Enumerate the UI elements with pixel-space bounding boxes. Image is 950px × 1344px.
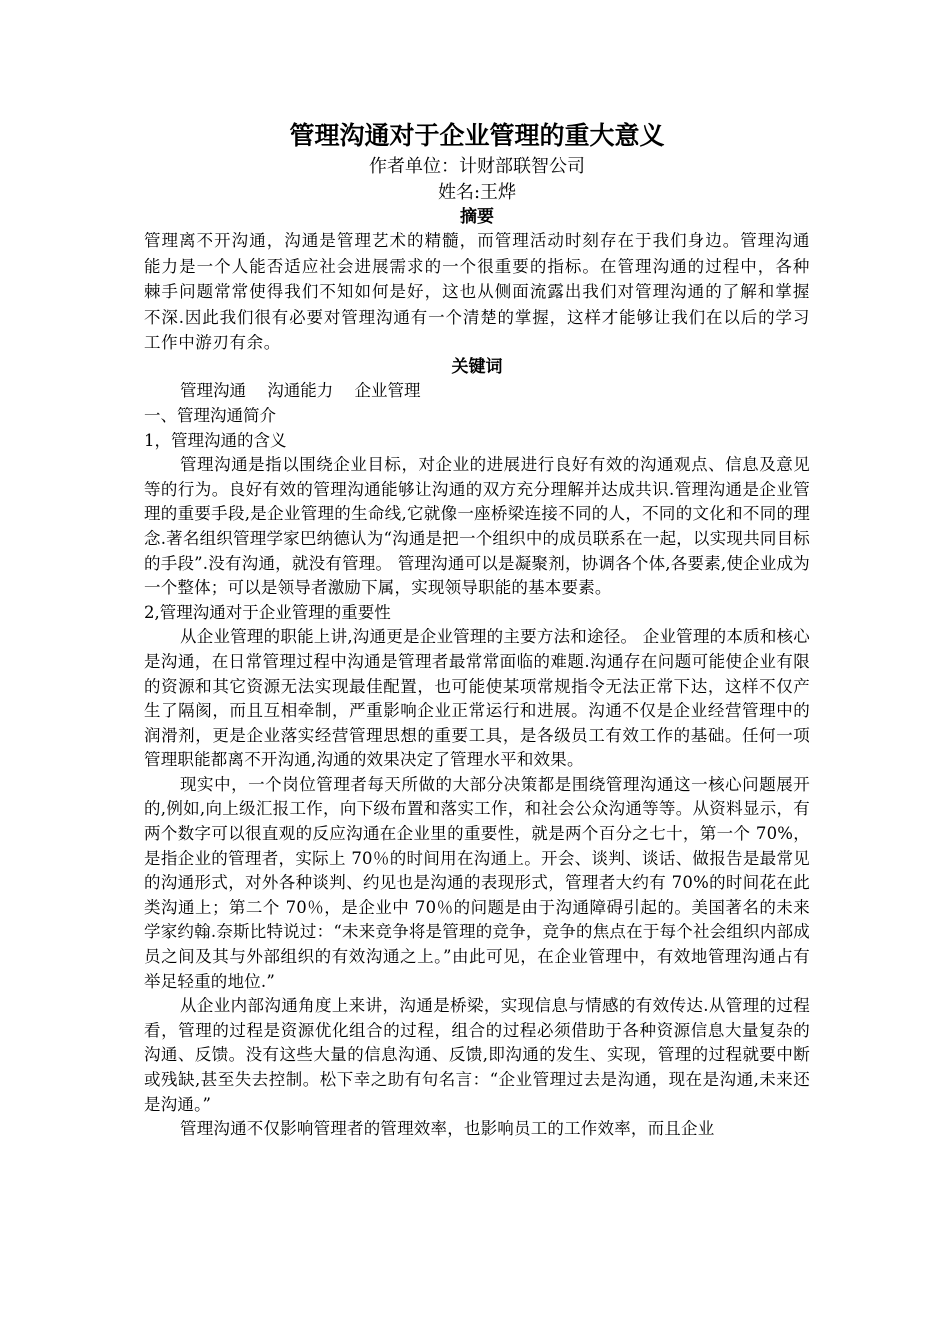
abstract-text: 管理离不开沟通，沟通是管理艺术的精髓，而管理活动时刻存在于我们身边。管理沟通能力是一个人能否适应社会进展需求的一个很重要的指标。在管理沟通的过程中，各种棘手问题常常使得我们不知如何是好，这也从侧面流露出我们对管理沟通的了解和掌握不深.因此我们很有必要对管理沟通有一个清楚的掌握，这样才能够让我们在以后的学习工作中游刃有余。	[144, 231, 810, 353]
paragraph-4: 从企业内部沟通角度上来讲，沟通是桥梁，实现信息与情感的有效传达.从管理的过程看，管理的过程是资源优化组合的过程，组合的过程必须借助于各种资源信息大量复杂的沟通、反馈。没有这些大量的信息沟通、反馈,即沟通的发生、实现，管理的过程就要中断或残缺,甚至失去控制。松下幸之助有句名言：“企业管理过去是沟通，现在是沟通,未来还是沟通。”	[144, 996, 810, 1114]
subsection-heading-2: 2,管理沟通对于企业管理的重要性	[144, 602, 391, 622]
paragraph-3: 现实中，一个岗位管理者每天所做的大部分决策都是围绕管理沟通这一核心问题展开的,例如,向上级汇报工作，向下级布置和落实工作，和社会公众沟通等等。从资料显示，有两个数字可以很直观的反应沟通在企业里的重要性，就是两个百分之七十，第一个 70%，是指企业的管理者，实际上 70％的时间用在沟通上。开会、谈判、谈话、做报告是最常见的沟通形式，对外各种谈判、约见也是沟通的表现形式，管理者大约有 70%的时间花在此类沟通上；第二个 70％，是企业中 70％的问题是由于沟通障碍引起的。美国著名的未来学家约翰.奈斯比特说过：“未来竞争将是管理的竞争，竞争的焦点在于每个社会组织内部成员之间及其与外部组织的有效沟通之上。”由此可见，在企业管理中，有效地管理沟通占有举足轻重的地位.”	[144, 774, 810, 991]
paragraph-1: 管理沟通是指以围绕企业目标，对企业的进展进行良好有效的沟通观点、信息及意见等的行为。良好有效的管理沟通能够让沟通的双方充分理解并达成共识.管理沟通是企业管理的重要手段,是企业管理的生命线,它就像一座桥梁连接不同的人，不同的文化和不同的理念.著名组织管理学家巴纳德认为“沟通是把一个组织中的成员联系在一起，以实现共同目标的手段”.没有沟通，就没有管理。 管理沟通可以是凝聚剂，协调各个体,各要素,使企业成为一个整体；可以是领导者激励下属，实现领导职能的基本要素。	[144, 455, 810, 598]
author-name: 姓名:王烨	[437, 182, 517, 203]
paragraph-2: 从企业管理的职能上讲,沟通更是企业管理的主要方法和途径。 企业管理的本质和核心是沟通，在日常管理过程中沟通是管理者最常常面临的难题.沟通存在问题可能使企业有限的资源和其它资源无法实现最佳配置，也可能使某项常规指令无法正常下达，这样不仅产生了隔阂，而且互相牵制，严重影响企业正常运行和进展。沟通不仅是企业经营管理中的润滑剂，更是企业落实经营管理思想的重要工具，是各级员工有效工作的基础。任何一项管理职能都离不开沟通,沟通的效果决定了管理水平和效果。	[144, 627, 810, 770]
subsection-heading-1: 1，管理沟通的含义	[144, 430, 287, 450]
abstract-heading: 摘要	[460, 207, 494, 227]
section-heading-1: 一、管理沟通简介	[144, 405, 276, 425]
document-page	[144, 118, 810, 1142]
document-title: 管理沟通对于企业管理的重大意义	[289, 121, 665, 150]
keywords-list: 管理沟通 沟通能力 企业管理	[180, 380, 421, 400]
keywords-heading: 关键词	[451, 356, 503, 377]
paragraph-5: 管理沟通不仅影响管理者的管理效率，也影响员工的工作效率，而且企业	[180, 1119, 715, 1139]
author-unit: 作者单位：计财部联智公司	[369, 156, 585, 177]
